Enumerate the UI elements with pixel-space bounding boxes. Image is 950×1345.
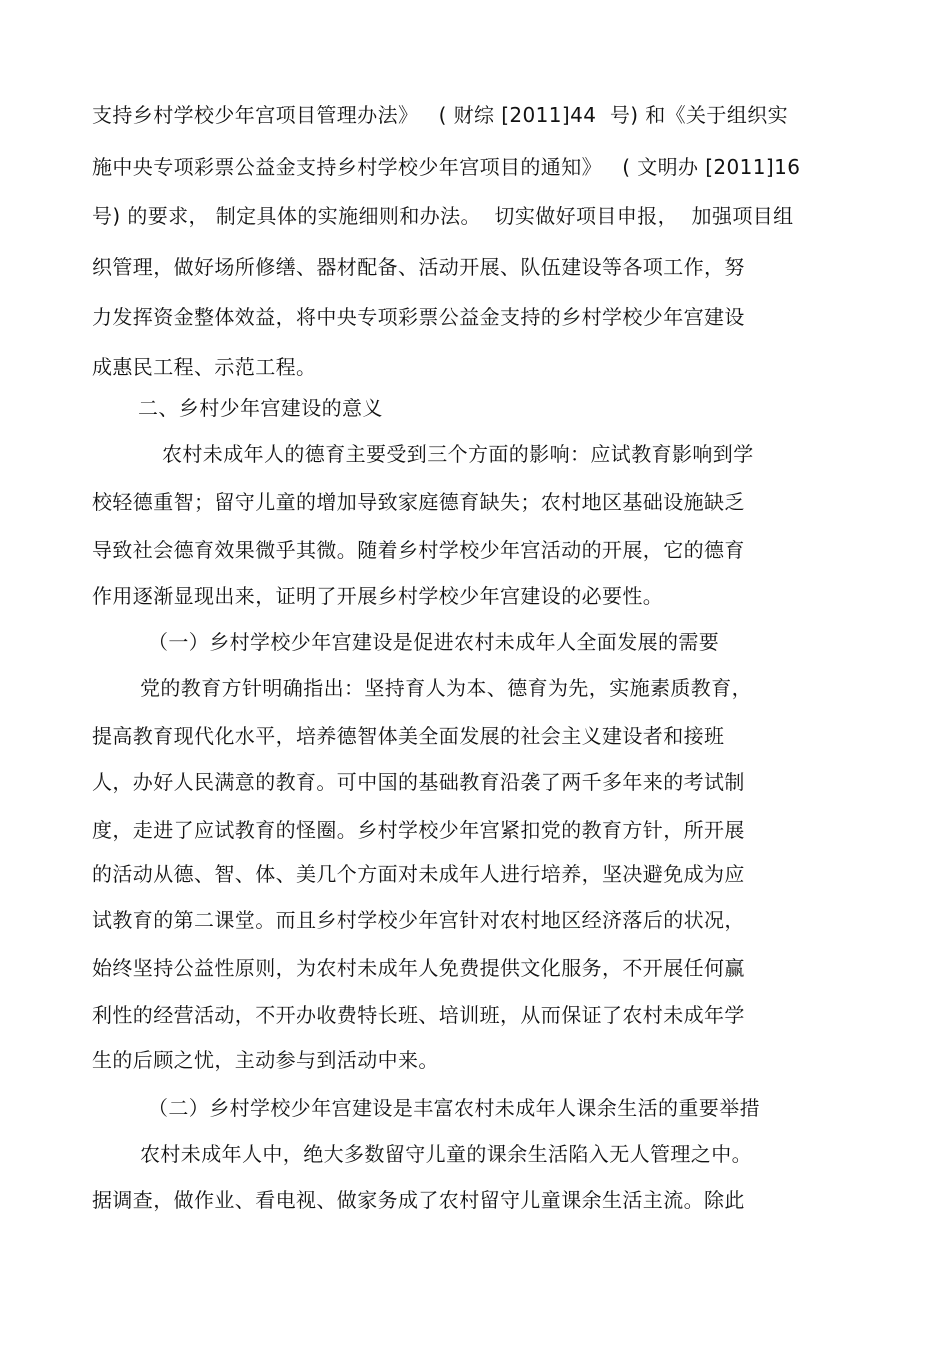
text-line: 作用逐渐显现出来，证明了开展乡村学校少年宫建设的必要性。 [92, 584, 664, 608]
text-line: 人，办好人民满意的教育。可中国的基础教育沿袭了两千多年来的考试制 [92, 770, 745, 794]
text-line: 导致社会德育效果微乎其微。随着乡村学校少年宫活动的开展，它的德育 [92, 538, 745, 562]
text-line: 织管理，做好场所修缮、器材配备、活动开展、队伍建设等各项工作，努 [92, 255, 745, 279]
text-line: 度，走进了应试教育的怪圈。乡村学校少年宫紧扣党的教育方针，所开展 [92, 818, 745, 842]
text-line: 支持乡村学校少年宫项目管理办法》 ( 财综 [2011]44 号) 和《关于组织实 [92, 103, 789, 127]
subsection-heading: （一）乡村学校少年宫建设是促进农村未成年人全面发展的需要 [148, 630, 720, 654]
text-line: 试教育的第二课堂。而且乡村学校少年宫针对农村地区经济落后的状况， [92, 908, 745, 932]
text-line: 号) 的要求， 制定具体的实施细则和办法。 切实做好项目申报， 加强项目组 [92, 204, 794, 228]
text-line: 提高教育现代化水平，培养德智体美全面发展的社会主义建设者和接班 [92, 724, 725, 748]
section-heading: 二、乡村少年宫建设的意义 [138, 396, 383, 420]
text-line: 施中央专项彩票公益金支持乡村学校少年宫项目的通知》 ( 文明办 [2011]16 [92, 155, 801, 179]
text-line: 的活动从德、智、体、美几个方面对未成年人进行培养，坚决避免成为应 [92, 862, 745, 886]
text-line: 利性的经营活动，不开办收费特长班、培训班，从而保证了农村未成年学 [92, 1003, 745, 1027]
paragraph-start: 农村未成年人的德育主要受到三个方面的影响：应试教育影响到学 [162, 442, 754, 466]
text-line: 校轻德重智；留守儿童的增加导致家庭德育缺失；农村地区基础设施缺乏 [92, 490, 745, 514]
paragraph-start: 党的教育方针明确指出：坚持育人为本、德育为先，实施素质教育， [140, 676, 752, 700]
text-line: 据调查，做作业、看电视、做家务成了农村留守儿童课余生活主流。除此 [92, 1188, 745, 1212]
text-line: 成惠民工程、示范工程。 [92, 355, 317, 379]
subsection-heading: （二）乡村学校少年宫建设是丰富农村未成年人课余生活的重要举措 [148, 1096, 760, 1120]
text-line: 始终坚持公益性原则，为农村未成年人免费提供文化服务，不开展任何赢 [92, 956, 745, 980]
paragraph-start: 农村未成年人中，绝大多数留守儿童的课余生活陷入无人管理之中。 [140, 1142, 752, 1166]
text-line: 力发挥资金整体效益，将中央专项彩票公益金支持的乡村学校少年宫建设 [92, 305, 745, 329]
text-line: 生的后顾之忧，主动参与到活动中来。 [92, 1048, 439, 1072]
